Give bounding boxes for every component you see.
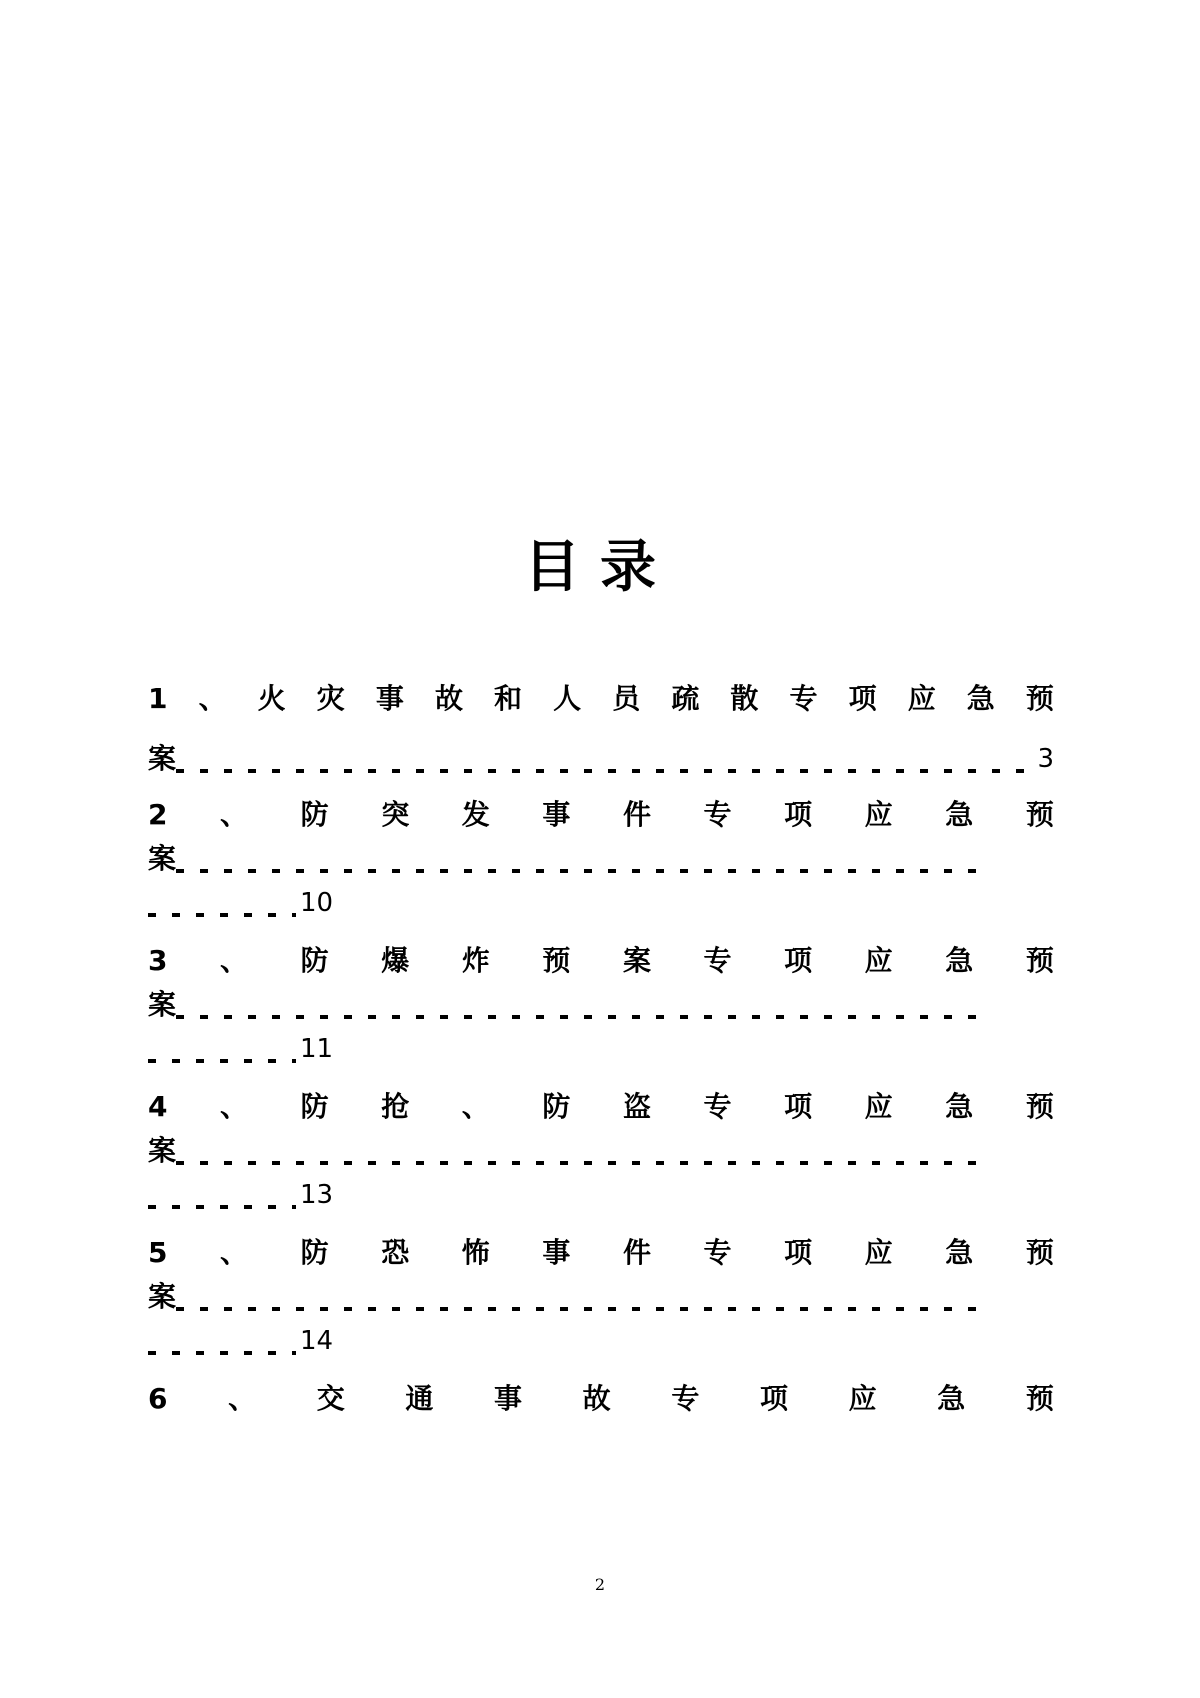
toc-entry-continuation[interactable]	[148, 1318, 1054, 1364]
toc-entry-continuation[interactable]	[148, 880, 1054, 926]
toc-heading-char: 项	[784, 1090, 813, 1123]
toc-heading-char: 应	[864, 798, 893, 831]
toc-heading-char: 预	[542, 944, 571, 977]
toc-heading-char: 防	[300, 944, 329, 977]
toc-heading-char: 1	[148, 682, 168, 715]
toc-heading-tail: 案	[148, 742, 177, 775]
dot-leader	[148, 913, 296, 917]
toc-heading-char: 事	[375, 682, 404, 715]
toc-heading-char: 应	[864, 944, 893, 977]
toc-heading-char: 事	[542, 798, 571, 831]
toc-heading-char: 预	[1025, 1090, 1054, 1123]
toc-heading-char: 急	[945, 798, 974, 831]
toc-title: 目录	[524, 535, 676, 600]
dot-leader	[176, 1307, 984, 1311]
toc-entry-leader[interactable]	[148, 736, 1054, 782]
toc-heading-char: 2	[148, 798, 168, 831]
toc-heading-tail: 案	[148, 1280, 177, 1313]
toc-heading-char: 散	[730, 682, 759, 715]
toc-page-number: 10	[300, 888, 334, 918]
dot-leader	[176, 1015, 984, 1019]
toc-heading-char: 案	[622, 944, 651, 977]
toc-heading-char: 、	[220, 944, 249, 977]
toc-heading-tail: 案	[148, 842, 177, 875]
toc-heading-char: 、	[220, 1090, 249, 1123]
toc-heading-tail: 案	[148, 988, 177, 1021]
dot-leader	[176, 869, 984, 873]
toc-heading-char: 3	[148, 944, 168, 977]
toc-heading-char: 预	[1025, 944, 1054, 977]
toc-heading-char: 项	[784, 798, 813, 831]
toc-heading-char: 灾	[316, 682, 345, 715]
toc-heading-char: 、	[220, 798, 249, 831]
toc-entry-leader[interactable]	[148, 1128, 1054, 1174]
toc-heading-char: 员	[612, 682, 641, 715]
toc-heading-char: 事	[542, 1236, 571, 1269]
toc-heading-char: 炸	[461, 944, 490, 977]
toc-heading-char: 预	[1025, 682, 1054, 715]
toc-heading-char: 专	[671, 1382, 700, 1415]
toc-heading-char: 火	[257, 682, 286, 715]
toc-heading-char: 6	[148, 1382, 168, 1415]
toc-heading-char: 项	[784, 944, 813, 977]
toc-heading-char: 急	[945, 1090, 974, 1123]
toc-heading-char: 4	[148, 1090, 168, 1123]
toc-entry-heading[interactable]	[148, 1230, 1054, 1276]
toc-heading-char: 突	[381, 798, 410, 831]
toc-heading-char: 专	[703, 944, 732, 977]
toc-heading-char: 、	[198, 682, 227, 715]
toc-heading-char: 防	[300, 798, 329, 831]
page-number: 2	[594, 1575, 606, 1594]
toc-entry-continuation[interactable]	[148, 1172, 1054, 1218]
toc-page-number: 14	[300, 1326, 334, 1356]
toc-heading-char: 爆	[381, 944, 410, 977]
toc-heading-char: 急	[966, 682, 995, 715]
toc-heading-char: 预	[1025, 1236, 1054, 1269]
toc-heading-char: 件	[622, 798, 651, 831]
toc-entry-continuation[interactable]	[148, 1026, 1054, 1072]
toc-heading-char: 防	[542, 1090, 571, 1123]
toc-heading-char: 事	[494, 1382, 523, 1415]
toc-heading-char: 专	[789, 682, 818, 715]
toc-heading-char: 恐	[381, 1236, 410, 1269]
toc-entry-heading[interactable]	[148, 1376, 1054, 1422]
toc-heading-char: 和	[494, 682, 523, 715]
toc-heading-tail: 案	[148, 1134, 177, 1167]
toc-heading-char: 项	[759, 1382, 788, 1415]
dot-leader	[176, 769, 1029, 773]
toc-heading-char: 件	[622, 1236, 651, 1269]
toc-page-number: 3	[1037, 744, 1054, 774]
toc-heading-char: 故	[582, 1382, 611, 1415]
dot-leader	[148, 1059, 296, 1063]
toc-heading-char: 5	[148, 1236, 168, 1269]
toc-entry-heading[interactable]	[148, 1084, 1054, 1130]
toc-page-number: 13	[300, 1180, 334, 1210]
toc-heading-char: 疏	[671, 682, 700, 715]
table-of-contents	[148, 0, 1054, 1698]
toc-heading-char: 交	[316, 1382, 345, 1415]
toc-heading-char: 急	[937, 1382, 966, 1415]
toc-heading-char: 人	[553, 682, 582, 715]
toc-entry-heading[interactable]	[148, 792, 1054, 838]
toc-entry-heading[interactable]	[148, 938, 1054, 984]
toc-heading-char: 通	[405, 1382, 434, 1415]
toc-page-number: 11	[300, 1034, 334, 1064]
toc-heading-char: 、	[228, 1382, 257, 1415]
toc-heading-char: 急	[945, 944, 974, 977]
toc-heading-char: 专	[703, 1236, 732, 1269]
toc-heading-char: 急	[945, 1236, 974, 1269]
toc-heading-char: 、	[220, 1236, 249, 1269]
toc-heading-char: 应	[864, 1236, 893, 1269]
toc-heading-char: 盗	[622, 1090, 651, 1123]
toc-heading-char: 预	[1025, 798, 1054, 831]
toc-heading-char: 应	[864, 1090, 893, 1123]
toc-heading-char: 、	[461, 1090, 490, 1123]
toc-entry-leader[interactable]	[148, 982, 1054, 1028]
toc-heading-char: 故	[434, 682, 463, 715]
dot-leader	[148, 1351, 296, 1355]
toc-heading-char: 应	[907, 682, 936, 715]
toc-heading-char: 防	[300, 1236, 329, 1269]
toc-heading-char: 发	[461, 798, 490, 831]
toc-heading-char: 专	[703, 798, 732, 831]
dot-leader	[148, 1205, 296, 1209]
toc-entry-heading[interactable]	[148, 676, 1054, 722]
dot-leader	[176, 1161, 984, 1165]
toc-heading-char: 怖	[461, 1236, 490, 1269]
toc-entry-leader[interactable]	[148, 1274, 1054, 1320]
toc-heading-char: 抢	[381, 1090, 410, 1123]
toc-entry-leader[interactable]	[148, 836, 1054, 882]
toc-heading-char: 项	[848, 682, 877, 715]
toc-heading-char: 应	[848, 1382, 877, 1415]
toc-heading-char: 防	[300, 1090, 329, 1123]
toc-heading-char: 预	[1025, 1382, 1054, 1415]
toc-heading-char: 项	[784, 1236, 813, 1269]
toc-heading-char: 专	[703, 1090, 732, 1123]
